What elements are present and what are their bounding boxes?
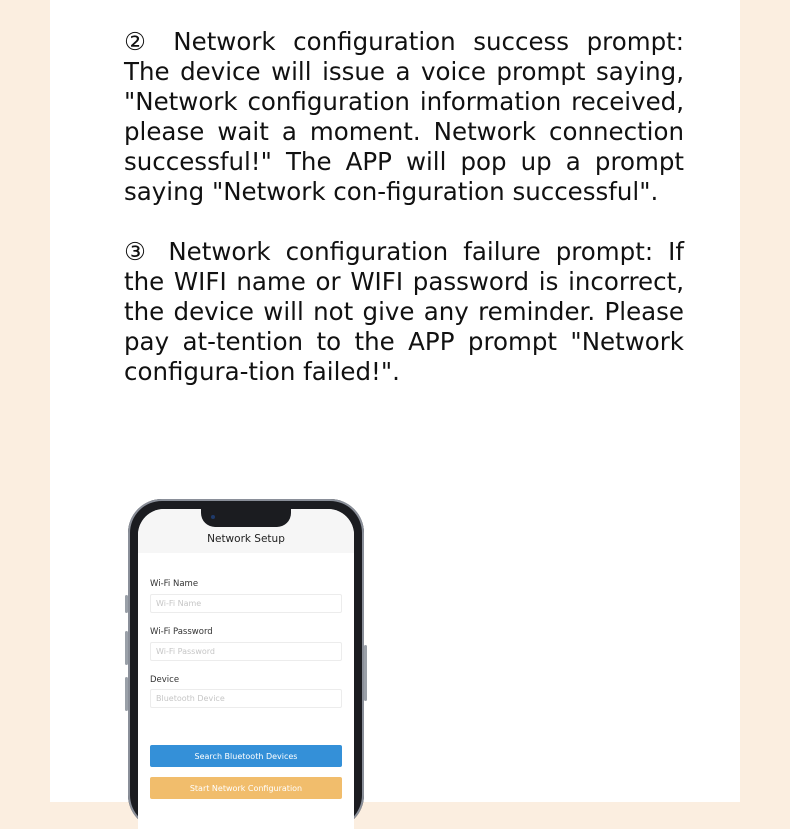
wifi-name-label: Wi-Fi Name [150,579,199,589]
phone-screen [138,509,354,829]
wifi-password-input[interactable] [150,642,342,661]
paragraph-success-prompt: ② Network configuration success prompt: The device will issue a voice prompt saying, "Network configuration information received, please wait a moment. Network connection successful!" The APP will pop up a prompt saying "Network con-figuration successful". [124,27,684,206]
phone-notch [201,509,291,527]
wifi-name-input[interactable] [150,594,342,613]
app-title: Network Setup [207,533,285,545]
phone-mute-switch [125,595,128,613]
device-label: Device [150,675,180,685]
paragraph-failure-prompt: ③ Network configuration failure prompt: If the WIFI name or WIFI password is incorrect, the device will not give any reminder. Please pay at-tention to the APP prompt "Network configura-tion failed!". [124,237,684,386]
phone-power-button [364,645,367,701]
search-bluetooth-button[interactable]: Search Bluetooth Devices [150,745,342,767]
phone-volume-up [125,631,128,665]
phone-illustration [128,499,364,829]
wifi-password-label: Wi-Fi Password [150,627,213,637]
phone-volume-down [125,677,128,711]
device-input[interactable] [150,689,342,708]
start-configuration-button[interactable]: Start Network Configuration [150,777,342,799]
document-page [50,0,740,802]
camera-icon [211,515,215,519]
